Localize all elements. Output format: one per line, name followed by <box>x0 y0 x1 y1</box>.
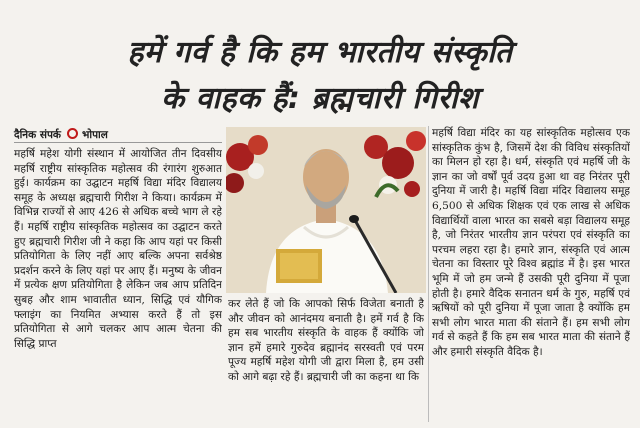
article-column-3: महर्षि विद्या मंदिर का यह सांस्कृतिक महोत्सव एक सांस्कृतिक कुंभ है, जिसमें देश की विविध संस्कृतियों का मिलन हो रहा है। धर्म, संस्कृति एवं महर्षि जी के ज्ञान का जो वर्षों पूर्व उदय हुआ था वह निरंतर पूरी दुनिया में जारी है। महर्षि विद्या मंदिर विद्यालय समूह 6,500 से अधिक शिक्षक एवं एक लाख से अधिक विद्यार्थियों वाला भारत का सबसे बड़ा विद्यालय समूह है, जो निरंतर भारतीय ज्ञान परंपरा एवं संस्कृति का परचम लहरा रहा है। हमारे ज्ञान, संस्कृति एवं आत्म चेतना का विस्तार पूरे विश्व ब्रह्मांड में है। इस भारत भूमि में जो हम जन्मे हैं उसकी पूरी दुनिया में पूजा होती है। हमारे वैदिक सनातन धर्म के गुरु, महर्षि एवं ऋषियों को पूरी दुनिया में पूजा जाता है क्योंकि हम सभी लोग भारत माता की संताने हैं। हम सभी लोग गर्व से कहते हैं कि हम सब भारत माता की संताने हैं और हमारी संस्कृति वैदिक है। <box>432 127 630 358</box>
article-column-2: कर लेते हैं जो कि आपको सिर्फ विजेता बनाती है और जीवन को आनंदमय बनाती है। हमें गर्व है कि हम सब भारतीय संस्कृति के वाहक हैं क्योंकि जो ज्ञान हमें हमारे गुरुदेव ब्रह्मानंद सरस्वती एवं परम पूज्य महर्षि महेश योगी जी द्वारा मिला है, हम उसी को आगे बढ़ा रहे हैं। ब्रह्मचारी जी का कहना था कि <box>228 298 424 383</box>
byline-source: दैनिक संपर्क <box>14 129 61 141</box>
location-ring-icon <box>67 128 78 139</box>
news-photo <box>226 127 426 293</box>
speaker-photo-illustration <box>226 127 426 293</box>
byline-city: भोपाल <box>81 129 108 141</box>
byline <box>14 128 222 143</box>
column-divider <box>428 126 429 422</box>
article-column-1: महर्षि महेश योगी संस्थान में आयोजित तीन दिवसीय महर्षि राष्ट्रीय सांस्कृतिक महोत्सव की रंगारंग शुरुआत हुई। कार्यक्रम का उद्घाटन महर्षि विद्या मंदिर विद्यालय समूह के अध्यक्ष ब्रह्मचारी गिरीश ने किया। कार्यक्रम में विभिन्न राज्यों से आए 426 से अधिक बच्चे भाग ले रहे हैं। महर्षि राष्ट्रीय सांस्कृतिक महोत्सव का उद्घाटन करते हुए ब्रह्मचारी गिरीश जी ने कहा कि आप यहां पर किसी प्रतियोगिता के लिए नहीं आए बल्कि अपना सर्वश्रेष्ठ प्रदर्शन करने के लिए यहां पर आए हैं। मनुष्य के जीवन में प्रत्येक क्षण प्रतियोगिता है लेकिन जब आप प्रतिदिन सुबह और शाम भावातीत ध्यान, सिद्धि एवं यौगिक फ्लाइंग का नियमित अभ्यास करते हैं तो इस प्रतियोगिता से आगे चलकर आप आत्म चेतना की सिद्धि प्राप्त <box>14 148 222 350</box>
headline-line-2: के वाहक हैं: ब्रह्मचारी गिरीश <box>161 81 479 116</box>
headline-line-1: हमें गर्व है कि हम भारतीय संस्कृति <box>127 35 513 70</box>
